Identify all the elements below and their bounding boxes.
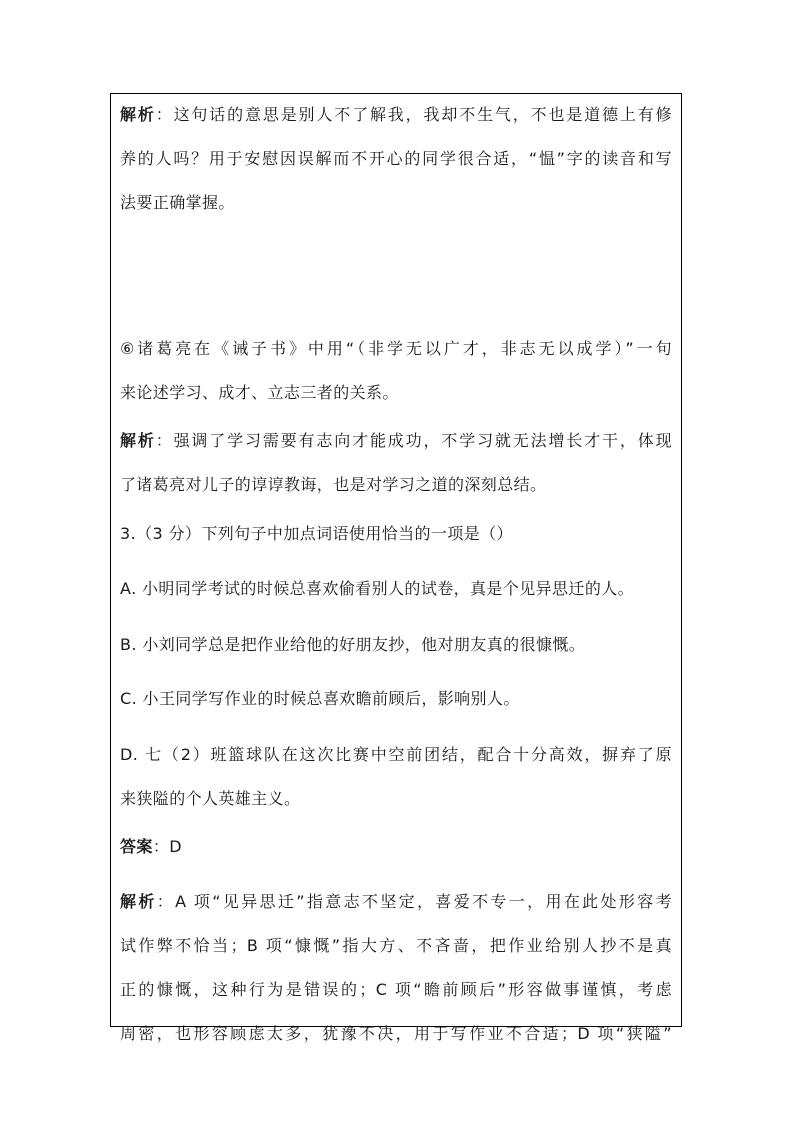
option-a <box>120 567 672 611</box>
answer-line <box>120 825 672 869</box>
option-c <box>120 677 672 721</box>
analysis-label: 解析 <box>120 431 156 450</box>
label-separator: ： <box>152 837 170 856</box>
text-line: 了诸葛亮对儿子的谆谆教诲，也是对学习之道的深刻总结。 <box>120 475 547 494</box>
analysis-paragraph-2 <box>120 419 672 507</box>
text-line: ⑥诸葛亮在《诫子书》中用“（非学无以广才，非志无以成学）”一句 <box>120 339 672 358</box>
text-line: 试作弊不恰当；B 项“慷慨”指大方、不吝啬，把作业给别人抄不是真 <box>120 936 672 955</box>
quote-paragraph <box>120 327 672 415</box>
answer-value: D <box>169 837 182 856</box>
text-line: 正的慷慨，这种行为是错误的；C 项“瞻前顾后”形容做事谨慎，考虑 <box>120 980 672 999</box>
text-line <box>120 419 672 463</box>
answer-label: 答案 <box>120 837 153 856</box>
analysis-label: 解析 <box>120 105 156 124</box>
text-line: 来论述学习、成才、立志三者的关系。 <box>120 383 399 402</box>
text-line: 养的人吗？用于安慰因误解而不开心的同学很合适，“愠”字的读音和写 <box>120 149 672 168</box>
document-page-frame <box>110 93 682 1043</box>
label-separator: ： <box>156 892 176 911</box>
analysis-label: 解析 <box>120 892 157 911</box>
option-d <box>120 733 672 821</box>
option-text: D. 七（2）班篮球队在这次比赛中空前团结，配合十分高效，摒弃了原 <box>120 745 672 764</box>
analysis-paragraph-3 <box>120 880 672 1056</box>
question-3 <box>120 512 672 556</box>
text-line <box>120 880 672 924</box>
option-text: B. 小刘同学总是把作业给他的好朋友抄，他对朋友真的很慷慨。 <box>120 635 586 654</box>
label-separator: ： <box>155 431 174 450</box>
option-text: C. 小王同学写作业的时候总喜欢瞻前顾后，影响别人。 <box>120 689 520 708</box>
label-separator: ： <box>155 105 174 124</box>
option-text: 来狭隘的个人英雄主义。 <box>120 789 301 808</box>
option-text: A. 小明同学考试的时候总喜欢偷看别人的试卷，真是个见异思迁的人。 <box>120 579 635 598</box>
text-line <box>120 825 672 869</box>
paragraph-text: 强调了学习需要有志向才能成功，不学习就无法增长才干，体现 <box>173 431 672 450</box>
analysis-paragraph-1 <box>120 93 672 225</box>
text-line: 周密，也形容顾虑太多，犹豫不决，用于写作业不合适；D 项“狭隘” <box>120 1024 672 1043</box>
option-b <box>120 623 672 667</box>
text-line <box>120 93 672 137</box>
paragraph-text: 这句话的意思是别人不了解我，我却不生气，不也是道德上有修 <box>173 105 672 124</box>
paragraph-text: A 项“见异思迁”指意志不坚定，喜爱不专一，用在此处形容考 <box>175 892 672 911</box>
question-text: 3.（3 分）下列句子中加点词语使用恰当的一项是（） <box>120 524 513 543</box>
text-line: 法要正确掌握。 <box>120 193 235 212</box>
document-content <box>120 94 672 1043</box>
